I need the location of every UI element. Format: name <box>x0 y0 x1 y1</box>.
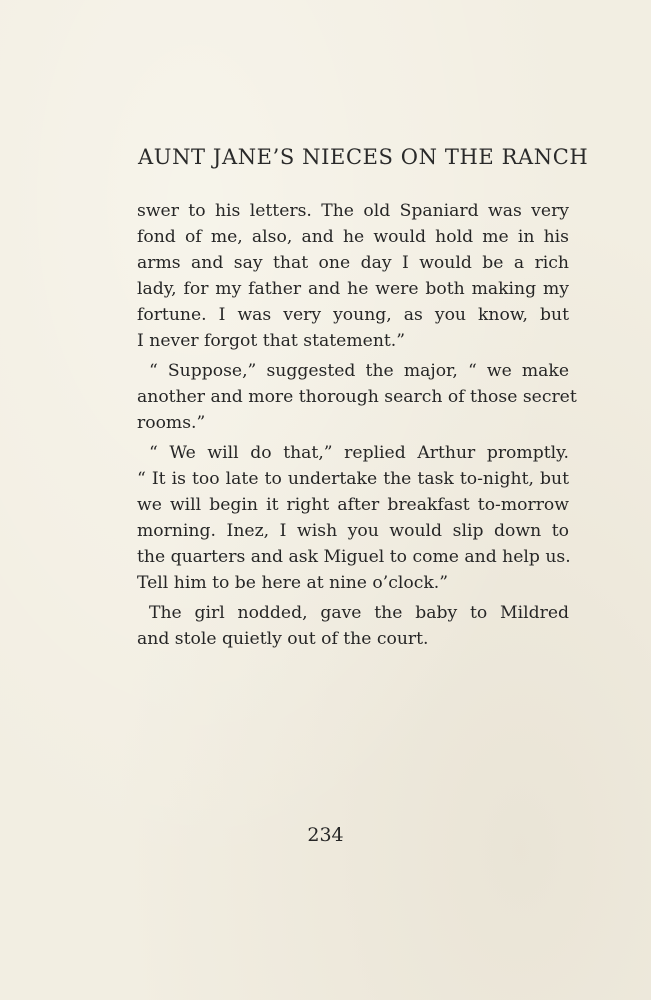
body-text <box>137 198 577 652</box>
text-line: I never forgot that statement.” <box>137 331 406 351</box>
text-line: rooms.” <box>137 413 206 433</box>
text-line: the quarters and ask Miguel to come and help us. <box>137 547 571 567</box>
text-line: another and more thorough search of those secret <box>137 387 577 407</box>
text-line: swer to his letters. The old Spaniard was very <box>137 201 569 221</box>
paragraph-4 <box>137 600 569 652</box>
text-line: fond of me, also, and he would hold me in his <box>137 227 569 247</box>
paragraph-3 <box>137 440 569 596</box>
text-line: and stole quietly out of the court. <box>137 629 429 649</box>
text-line: “ We will do that,” replied Arthur promptly. <box>149 443 569 463</box>
paragraph-2 <box>137 358 577 436</box>
text-line: “ Suppose,” suggested the major, “ we make <box>149 361 569 381</box>
text-line: The girl nodded, gave the baby to Mildred <box>149 603 569 623</box>
paragraph-1 <box>137 198 569 354</box>
text-line: fortune. I was very young, as you know, but <box>137 305 569 325</box>
text-line: we will begin it right after breakfast to-morrow <box>137 495 569 515</box>
text-line: Tell him to be here at nine o’clock.” <box>137 573 448 593</box>
page-number: 234 <box>307 824 344 846</box>
text-line: “ It is too late to undertake the task to-night, but <box>137 469 569 489</box>
text-line: lady, for my father and he were both making my <box>137 279 569 299</box>
running-title: AUNT JANE’S NIECES ON THE RANCH <box>138 145 589 169</box>
text-line: morning. Inez, I wish you would slip down to <box>137 521 569 541</box>
text-line: arms and say that one day I would be a rich <box>137 253 569 273</box>
